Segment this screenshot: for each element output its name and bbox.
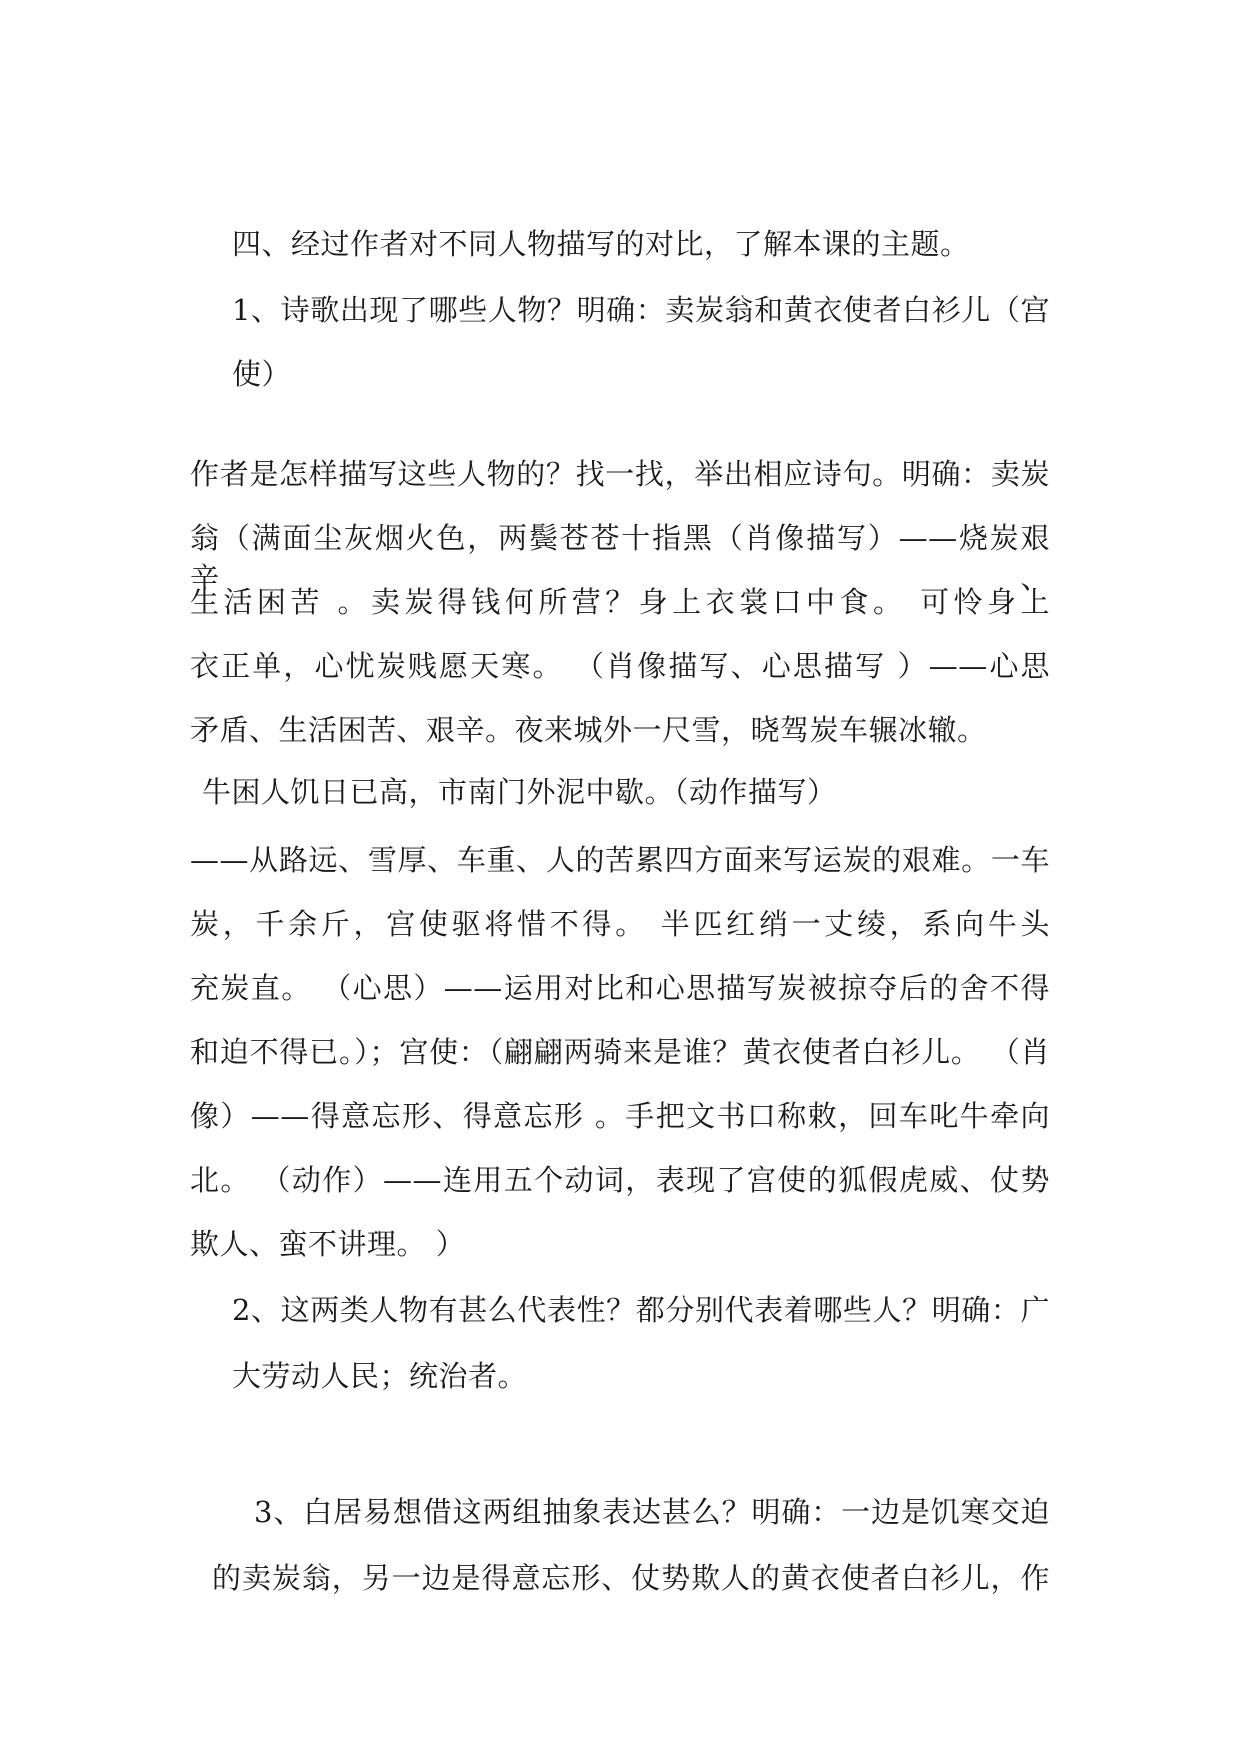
body-line-12: 北。 （动作）——连用五个动词，表现了宫使的狐假虎威、仗势: [190, 1163, 1050, 1197]
body-line-13: 欺人、蛮不讲理。 ）: [190, 1227, 466, 1261]
question-1-line-1: 1、诗歌出现了哪些人物？明确：卖炭翁和黄衣使者白衫儿（宫: [232, 293, 1050, 327]
body-line-9: 充炭直。 （心思）——运用对比和心思描写炭被掠夺后的舍不得: [190, 971, 1050, 1005]
question-3-line-1: 3、白居易想借这两组抽象表达甚么？明确：一边是饥寒交迫: [254, 1495, 1050, 1529]
question-2-line-2: 大劳动人民；统治者。: [232, 1359, 528, 1393]
body-line-8: 炭，千余斤，宫使驱将惜不得。 半匹红绡一丈绫，系向牛头: [190, 907, 1050, 941]
body-line-11: 像）——得意忘形、得意忘形 。手把文书口称敕，回车叱牛牵向: [190, 1099, 1050, 1133]
question-1-line-2: 使）: [232, 357, 292, 391]
question-2-line-1: 2、这两类人物有甚么代表性？都分别代表着哪些人？明确：广: [232, 1293, 1050, 1327]
body-line-4: 衣正单，心忧炭贱愿天寒。 （肖像描写、心思描写 ）——心思: [190, 649, 1050, 683]
body-line-2: 翁（满面尘灰烟火色，两鬓苍苍十指黑（肖像描写）——烧炭艰辛、: [190, 521, 1050, 595]
body-line-5: 矛盾、生活困苦、艰辛。夜来城外一尺雪，晓驾炭车辗冰辙。: [190, 713, 987, 747]
section-heading: 四、经过作者对不同人物描写的对比，了解本课的主题。: [232, 227, 970, 261]
question-3-line-2: 的卖炭翁，另一边是得意忘形、仗势欺人的黄衣使者白衫儿，作: [212, 1561, 1050, 1595]
body-line-10: 和迫不得已。）；宫使：（翩翩两骑来是谁？黄衣使者白衫儿。 （肖: [190, 1035, 1050, 1069]
body-line-1: 作者是怎样描写这些人物的？找一找，举出相应诗句。明确：卖炭: [190, 457, 1050, 491]
body-line-6: 牛困人饥日已高，市南门外泥中歇。（动作描写）: [202, 775, 837, 809]
body-line-7: ——从路远、雪厚、车重、人的苦累四方面来写运炭的艰难。一车: [190, 843, 1050, 877]
body-line-3: 生活困苦 。卖炭得钱何所营？身上衣裳口中食。 可怜身上: [190, 585, 1050, 619]
